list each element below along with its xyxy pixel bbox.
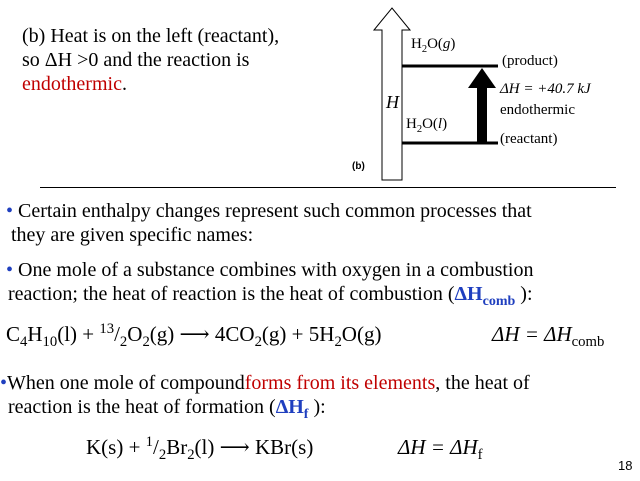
divider — [40, 187, 616, 188]
delta-h-comb-symbol: $\Delta H_{comb}$ — [454, 283, 516, 309]
bullet-3: •When one mole of compoundforms from its elements, the heat of reaction is the heat of formation ($\Delta H_f$ ): — [0, 372, 530, 422]
formation-equation: $K(s) + ^1/_2Br_2(l)$ ⟶ KBr(s) — [86, 434, 314, 464]
figure-label: (b) — [352, 161, 365, 172]
intro-line-1: (b) Heat is on the left (reactant), — [22, 25, 280, 47]
combustion-equation: $C_4H_{10}(l) + ^{13}/_2O_2(g)$ ⟶ $4CO_2(g) + 5H_2O(g)$ — [6, 321, 382, 351]
diagram-endothermic-label: endothermic — [500, 102, 575, 118]
energy-arrow-head — [468, 68, 496, 88]
forms-from-elements-text: forms from its elements — [244, 372, 436, 394]
energy-arrow-shaft — [477, 86, 487, 142]
product-species-label: $H_2O(g)$ — [411, 36, 456, 55]
product-tag: (product) — [502, 53, 558, 69]
bullet-2: • One mole of a substance combines with oxygen in a combustion reaction; the heat of reaction is the heat of combustion ($\Delta H_{comb}$ ): — [6, 259, 534, 309]
bullet-marker: • — [0, 372, 8, 394]
bullet-1: • Certain enthalpy changes represent such common processes that they are given specific names: — [6, 200, 532, 246]
delta-h-value: ΔH = +40.7 kJ — [500, 81, 591, 97]
reactant-tag: (reactant) — [500, 131, 558, 147]
bullet-marker: • — [6, 200, 14, 222]
slide-number: 18 — [618, 458, 633, 473]
enthalpy-axis-label: H — [386, 92, 399, 112]
endothermic-word: endothermic — [22, 73, 122, 95]
delta-h-f-symbol: $\Delta H_f$ — [275, 396, 309, 422]
reactant-species-label: $H_2O(l)$ — [406, 116, 448, 135]
bullet-marker: • — [6, 259, 14, 281]
intro-line-2: so ΔH >0 and the reaction is — [22, 49, 250, 71]
intro-line-3: endothermic. — [22, 73, 127, 95]
combustion-delta-h: $\Delta H = \Delta H_{comb}$ — [492, 322, 605, 351]
formation-delta-h: $\Delta H = \Delta H_f$ — [398, 435, 483, 464]
intro-text — [22, 24, 279, 96]
